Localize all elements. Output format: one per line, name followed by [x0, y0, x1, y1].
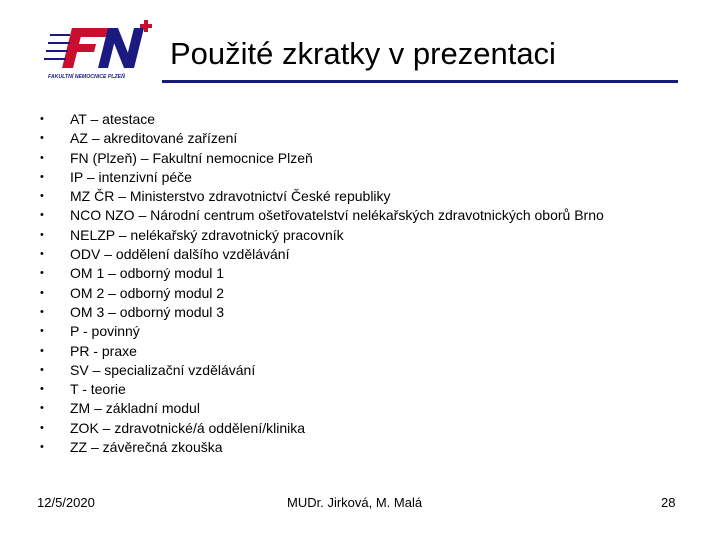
list-item-text: PR - praxe	[70, 342, 137, 359]
slide-number: 28	[661, 495, 676, 510]
bullet: •	[40, 383, 44, 396]
list-item	[40, 342, 604, 361]
list-item-text: AT – atestace	[70, 111, 156, 127]
list-item	[40, 245, 604, 264]
fn-plzen-logo	[44, 20, 162, 82]
list-item-text: AZ – akreditované zařízení	[70, 130, 238, 147]
bullet: •	[40, 344, 44, 357]
page-title: Použité zkratky v prezentaci	[170, 36, 556, 71]
bullet: •	[40, 363, 44, 376]
list-item	[40, 110, 604, 129]
list-item-text: OM 2 – odborný modul 2	[70, 284, 225, 301]
list-item-text: ZOK – zdravotnické/á oddělení/klinika	[70, 419, 306, 436]
footer-authors: MUDr. Jirková, M. Malá	[287, 495, 423, 510]
list-item	[40, 419, 604, 438]
list-item-text: OM 1 – odborný modul 1	[70, 265, 225, 282]
list-item	[40, 226, 604, 245]
bullet: •	[40, 209, 44, 222]
bullet: •	[40, 267, 44, 280]
list-item-text: IP – intenzivní péče	[70, 168, 192, 185]
bullet: •	[40, 170, 44, 183]
list-item	[40, 380, 604, 399]
bullet: •	[40, 286, 44, 299]
bullet: •	[40, 421, 44, 434]
bullet: •	[40, 325, 44, 338]
bullet: •	[40, 228, 44, 241]
list-item	[40, 129, 604, 148]
title-underline	[162, 80, 678, 83]
list-item-text: NELZP – nelékařský zdravotnický pracovník	[70, 226, 344, 243]
list-item-text: SV – specializační vzdělávání	[70, 361, 256, 378]
list-item-text: P - povinný	[70, 323, 140, 340]
bullet: •	[40, 151, 44, 164]
bullet: •	[40, 441, 44, 454]
list-item	[40, 322, 604, 341]
list-item	[40, 149, 604, 168]
list-item-text: ODV – oddělení dalšího vzdělávání	[70, 246, 290, 263]
list-item	[40, 284, 604, 303]
list-item-text: OM 3 – odborný modul 3	[70, 303, 225, 320]
list-item	[40, 361, 604, 380]
bullet: •	[40, 305, 44, 318]
bullet: •	[40, 132, 44, 145]
list-item	[40, 168, 604, 187]
list-item	[40, 303, 604, 322]
logo-caption: FAKULTNÍ NEMOCNICE PLZEŇ	[48, 74, 125, 80]
list-item	[40, 264, 604, 283]
list-item-text: ZZ – závěrečná zkouška	[70, 439, 223, 456]
list-item-text: ZM – základní modul	[70, 400, 200, 417]
list-item	[40, 399, 604, 418]
list-item	[40, 187, 604, 206]
footer-date: 12/5/2020	[37, 495, 95, 510]
list-item	[40, 438, 604, 457]
list-item-text: FN (Plzeň) – Fakultní nemocnice Plzeň	[70, 149, 313, 166]
bullet: •	[40, 402, 44, 415]
list-item	[40, 206, 604, 225]
bullet: •	[40, 113, 44, 125]
bullet: •	[40, 190, 44, 203]
list-item-text: MZ ČR – Ministerstvo zdravotnictví České republiky	[70, 188, 391, 205]
bullet: •	[40, 248, 44, 261]
abbreviation-list	[40, 110, 604, 457]
list-item-text: T - teorie	[70, 381, 126, 398]
list-item-text: NCO NZO – Národní centrum ošetřovatelství nelékařských zdravotnických oborů Brno	[70, 207, 604, 224]
